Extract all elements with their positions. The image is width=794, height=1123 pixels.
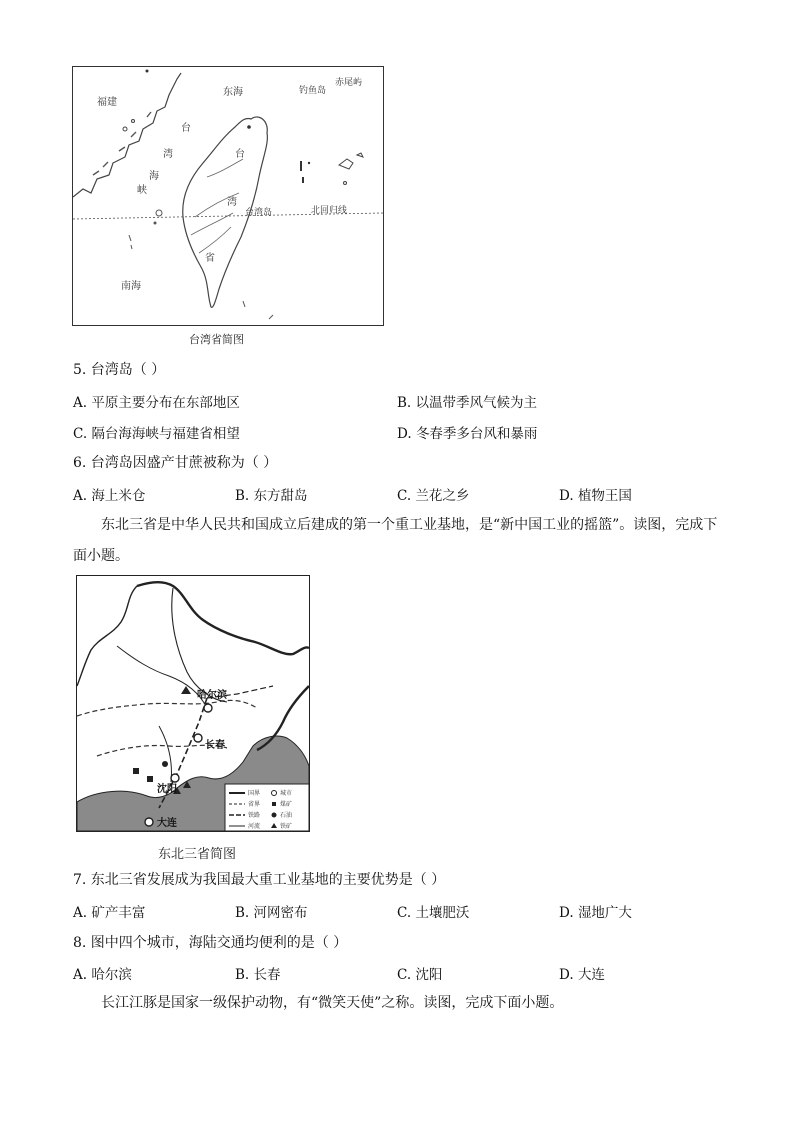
option-text: 湿地广大 <box>577 905 632 921</box>
question-8-stem: 8. 图中四个城市，海陆交通均便利的是（ ） <box>73 935 348 951</box>
q6-option-b[interactable] <box>235 484 308 504</box>
option-letter: D. <box>559 905 574 921</box>
intro-dolphin: 长江江豚是国家一级保护动物，有“微笑天使”之称。读图，完成下面小题。 <box>101 995 564 1011</box>
option-text: 冬春季多台风和暴雨 <box>415 426 538 442</box>
label-province-2: 湾 <box>227 197 237 208</box>
q7-option-a[interactable] <box>73 901 145 921</box>
option-letter: D. <box>397 426 412 442</box>
q5-option-b[interactable] <box>397 391 537 411</box>
option-text: 隔台海海峡与福建省相望 <box>91 426 240 442</box>
option-text: 土壤肥沃 <box>415 905 470 921</box>
option-letter: A. <box>73 395 88 411</box>
q8-option-c[interactable] <box>397 963 442 983</box>
q6-option-c[interactable] <box>397 484 469 504</box>
q8-option-b[interactable] <box>235 963 281 983</box>
city-harbin: 哈尔滨 <box>197 690 227 701</box>
taiwan-map <box>72 66 384 326</box>
legend-oil: 石油 <box>280 812 293 819</box>
label-province-1: 台 <box>235 149 245 160</box>
legend-river: 河流 <box>248 823 261 830</box>
option-text: 哈尔滨 <box>91 967 132 983</box>
option-text: 海上米仓 <box>91 488 146 504</box>
option-text: 平原主要分布在东部地区 <box>91 395 240 411</box>
label-strait-2: 湾 <box>163 149 173 160</box>
option-text: 矿产丰富 <box>91 905 146 921</box>
question-6-stem: 6. 台湾岛因盛产甘蔗被称为（ ） <box>73 455 278 471</box>
label-strait-3: 海 <box>149 171 159 182</box>
city-dalian: 大连 <box>157 818 177 829</box>
q6-option-a[interactable] <box>73 484 145 504</box>
option-letter: B. <box>235 488 250 504</box>
q7-option-c[interactable] <box>397 901 469 921</box>
option-letter: C. <box>397 967 412 983</box>
city-shenyang: 沈阳 <box>157 784 177 795</box>
legend-city: 城市 <box>280 790 293 797</box>
option-text: 大连 <box>577 967 605 983</box>
q7-option-d[interactable] <box>559 901 632 921</box>
option-letter: A. <box>73 488 88 504</box>
city-changchun: 长春 <box>205 740 225 751</box>
option-letter: A. <box>73 967 88 983</box>
option-letter: D. <box>559 488 574 504</box>
q7-option-b[interactable] <box>235 901 308 921</box>
q5-option-a[interactable] <box>73 391 240 411</box>
q6-option-d[interactable] <box>559 484 632 504</box>
legend-coal: 煤矿 <box>280 801 293 808</box>
option-text: 植物王国 <box>577 488 632 504</box>
option-text: 长春 <box>253 967 281 983</box>
label-province-3: 省 <box>205 253 215 264</box>
northeast-map <box>76 575 310 832</box>
northeast-map-drawing <box>77 576 309 831</box>
legend-border: 国界 <box>248 790 261 797</box>
option-letter: B. <box>235 967 250 983</box>
label-fujian: 福建 <box>97 97 117 108</box>
label-tropic: 北回归线 <box>311 206 348 216</box>
intro-northeast: 东北三省是中华人民共和国成立后建成的第一个重工业基地，是“新中国工业的摇篮”。读图，完成下面小题。 <box>73 517 718 564</box>
option-text: 东方甜岛 <box>253 488 308 504</box>
q8-option-a[interactable] <box>73 963 132 983</box>
question-5-stem: 5. 台湾岛（ ） <box>73 362 166 378</box>
q8-option-d[interactable] <box>559 963 605 983</box>
option-letter: C. <box>397 905 412 921</box>
label-strait-4: 峡 <box>137 185 147 196</box>
option-letter: C. <box>397 488 412 504</box>
northeast-map-caption: 东北三省简图 <box>158 847 237 862</box>
question-7-stem: 7. 东北三省发展成为我国最大重工业基地的主要优势是（ ） <box>73 872 446 888</box>
option-letter: B. <box>235 905 250 921</box>
label-chiweiyu: 赤尾屿 <box>335 78 363 88</box>
legend-railway: 铁路 <box>248 812 261 819</box>
option-text: 兰花之乡 <box>415 488 470 504</box>
label-nanhai: 南海 <box>121 281 141 292</box>
taiwan-map-caption: 台湾省简图 <box>189 333 244 346</box>
legend-iron: 铁矿 <box>280 823 293 830</box>
option-letter: C. <box>73 426 88 442</box>
option-text: 以温带季风气候为主 <box>415 395 538 411</box>
option-text: 河网密布 <box>253 905 308 921</box>
option-letter: D. <box>559 967 574 983</box>
q5-option-c[interactable] <box>73 422 240 442</box>
option-letter: A. <box>73 905 88 921</box>
label-strait-1: 台 <box>181 123 191 134</box>
option-text: 沈阳 <box>415 967 443 983</box>
label-donghai: 东海 <box>223 87 243 98</box>
option-letter: B. <box>397 395 412 411</box>
label-diaoyudao: 钓鱼岛 <box>299 86 327 96</box>
q5-option-d[interactable] <box>397 422 537 442</box>
legend-province-border: 省界 <box>248 801 261 808</box>
label-taiwan-island: 台湾岛 <box>245 208 273 218</box>
